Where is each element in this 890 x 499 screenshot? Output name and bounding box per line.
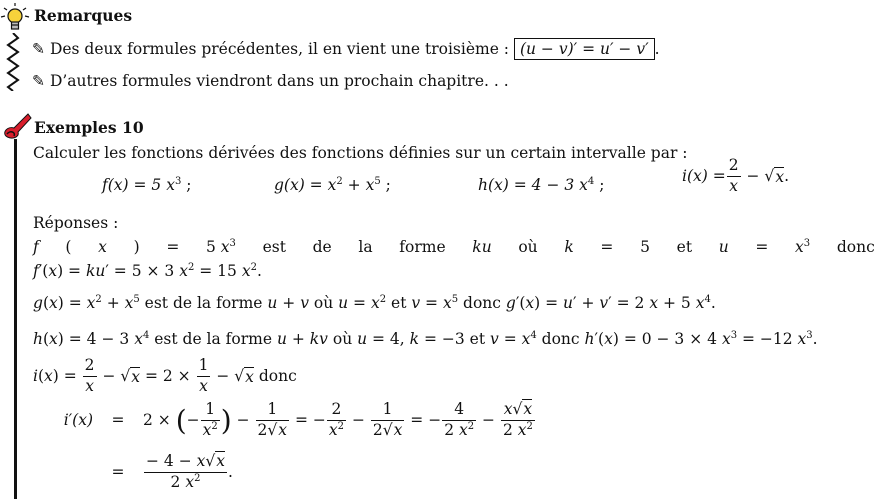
- donc-word: donc: [258, 367, 297, 385]
- squiggle-rule: [6, 33, 20, 91]
- i-definition: i(x) = $\frac{2}{x}$ − √ x .: [682, 156, 789, 195]
- remarque-1-text: Des deux formules précédentes, il en vient une troisième :: [49, 40, 510, 58]
- exemples-intro: Calculer les fonctions dérivées des fonctions définies sur un certain intervalle par :: [33, 144, 688, 162]
- g-def-text: g(x) = x: [274, 176, 337, 194]
- f-answer-line1: f ( x ) = 5 $x^3$ est de la forme ku où k = 5 et u = $x^3$ donc: [33, 238, 875, 256]
- lightbulb-icon: [0, 2, 30, 32]
- pencil-icon: ✎: [32, 40, 45, 58]
- remarque-line-2: [32, 72, 509, 90]
- formula-text: (u − v)′ = u′ − v′: [519, 40, 649, 58]
- reponses-label: Réponses :: [33, 214, 119, 232]
- f-def-text: f(x) = 5 x: [102, 176, 175, 194]
- pencil-icon: ✎: [32, 72, 45, 90]
- i-def-lhs: i(x) =: [682, 167, 726, 185]
- period: .: [654, 40, 660, 58]
- iprime-lhs: i′(x): [63, 411, 93, 429]
- g-definition: $g(x) = x^2 + x^5$ ;: [274, 176, 391, 194]
- remarques-title: Remarques: [34, 6, 133, 25]
- iprime-row2: = $\frac{- 4 - x√x}{2 x^2}$ .: [111, 452, 233, 491]
- exemples-title: Exemples 10: [34, 118, 144, 137]
- h-def-text: h(x) = 4 − 3 x: [478, 176, 588, 194]
- remarque-line-1: [32, 38, 660, 60]
- eraser-icon: [2, 110, 32, 140]
- f-definition: f(x) = 5 $x^3$ ;: [102, 176, 192, 194]
- exemples-rule: [14, 139, 17, 499]
- h-answer: h(x) = 4 − 3 $x^4$ est de la forme u + kv où u = 4, k = −3 et $v = x^4$ donc h′(x) = 0 − 3 × 4 $x^3 = -12$ $x^3$.: [33, 330, 818, 348]
- remarque-2-text: D’autres formules viendront dans un prochain chapitre. . .: [49, 72, 509, 90]
- eq-sign: =: [111, 411, 125, 429]
- boxed-formula: [514, 38, 655, 60]
- f-answer-line2: f′(x) = ku′ = 5 × 3 $x^2 = 15$ $x^2$.: [33, 262, 262, 280]
- h-definition: h(x) = 4 − 3 $x^4$ ;: [478, 176, 605, 194]
- g-answer: $g(x) = x^2 + x^5$ est de la forme u + v où $u = x^2$ et $v = x^5$ donc g′(x) = u′ + v′ = 2 x + 5 $x^4$.: [33, 294, 716, 312]
- i-rewrite: i ( x ) = $\frac{2}{x}$ − √ x = 2 × $\frac{1}{x}$ − √ x donc: [33, 356, 297, 395]
- iprime-row1: i′(x) = 2 × ( − $\frac{1}{x^2}$ ) − $\frac{1}{2√x}$ = − $\frac{2}{x^2}$ − $\frac{1}{2√x}$ = − $\frac{4}{2 x^2}$ − $\frac{x√x}{2 x^2}$: [63, 400, 533, 439]
